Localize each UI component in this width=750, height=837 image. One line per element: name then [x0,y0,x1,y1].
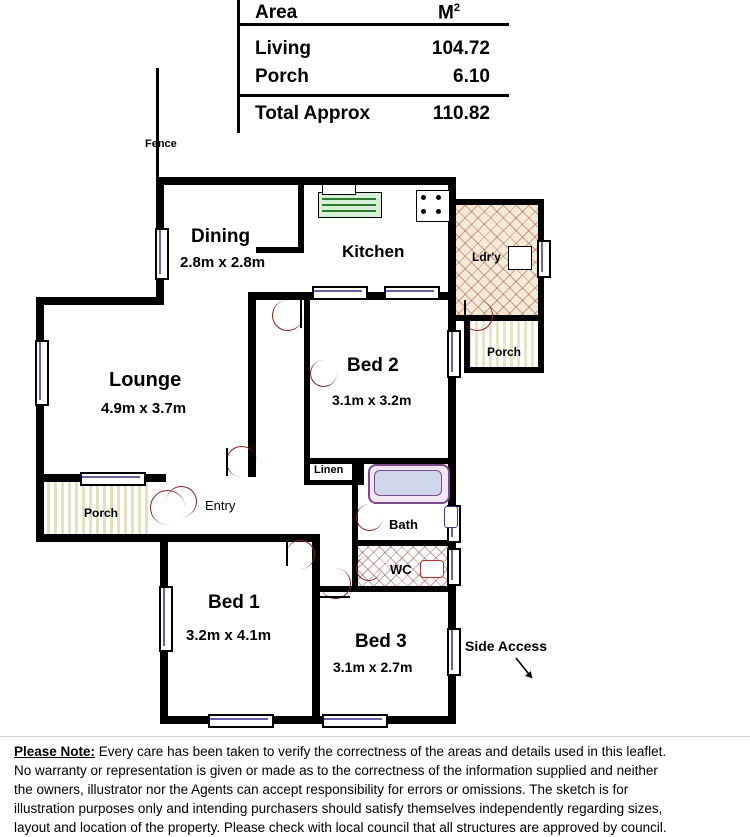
window-bed3-east [447,628,461,676]
window-bed1-south-glazing [210,718,268,720]
door-arc-bed1-top [286,540,315,569]
room-label-rear-porch: Porch [487,345,522,359]
room-label-bed3: Bed 3 [355,631,407,652]
window-bed3-south [322,714,388,728]
window-lounge-west [35,340,49,406]
door-leaf-lounge [226,448,228,476]
door-arc-entry-2 [166,486,197,517]
room-label-bed1: Bed 1 [208,592,260,613]
cooktop-burner-3 [421,209,426,214]
wall-kitchen-west [298,185,304,253]
fence-line [156,68,159,180]
room-label-front-porch: Porch [84,506,119,520]
door-arc-dining-bed2 [272,300,303,331]
window-bed2-north-right [384,286,440,300]
note-separator [0,736,750,737]
room-dims-dining: 2.8m x 2.8m [180,254,266,271]
bathroom-basin [444,506,458,528]
door-arc-bath [356,504,383,531]
window-bed2-north-left-glazing [314,290,362,292]
area-header-label: Area [255,2,298,23]
window-bed2-north-left [312,286,368,300]
wall-rear-porch-south [464,367,544,373]
wall-laundry-north [448,199,544,205]
kitchen-bench [322,184,356,195]
room-dims-lounge: 4.9m x 3.7m [101,400,187,417]
door-leaf-bed2 [308,360,310,386]
window-bed2-east [447,330,461,378]
room-label-laundry: Ldr'y [472,250,501,264]
area-row-living-label: Living [255,38,311,59]
wall-lounge-north [36,297,164,305]
window-laundry-east [537,240,551,278]
table-vertical-rule [237,0,240,133]
bed3-fill [330,592,448,720]
wall-rear-porch-east [538,315,544,373]
window-lounge-west-glazing [39,342,41,400]
wall-bed1-east [312,534,320,724]
window-wc-east-glazing [451,550,453,580]
door-arc-lounge [226,446,257,477]
bathtub-inner [374,470,442,496]
door-arc-laundry [462,300,493,331]
window-bed2-north-right-glazing [386,290,434,292]
area-row-living-value: 104.72 [431,38,490,59]
room-dims-bed1: 3.2m x 4.1m [186,627,272,644]
door-leaf-laundry [464,300,466,326]
wall-porch-south [36,534,166,542]
wall-bath-south [352,540,456,546]
room-label-wc: WC [390,562,412,577]
cooktop-burner-2 [436,195,441,200]
window-bed3-south-glazing [324,718,382,720]
side-access-label: Side Access [465,638,547,654]
table-rule-bottom [237,94,509,97]
door-leaf-bed1-top [286,540,288,566]
door-arc-bed2 [310,360,337,387]
wall-linen-east [358,458,364,485]
door-arc-bed1 [320,568,351,599]
door-arc-wc [356,556,381,581]
area-summary-table [215,0,505,133]
fence-label: Fence [145,138,177,150]
cooktop-burner-1 [421,195,426,200]
note-line-4: illustration purposes only and intending purchasers should satisfy themselves independently regarding sizes, [14,801,663,816]
room-dims-bed2: 3.1m x 3.2m [332,392,412,408]
disclaimer-note [14,742,738,837]
window-bed3-east-glazing [451,630,453,670]
door-leaf-dining [300,300,302,328]
window-lounge-south-glazing [82,476,140,478]
room-label-bed2: Bed 2 [347,355,399,376]
note-line-1: Every care has been taken to verify the correctness of the areas and details used in this leaflet. [95,744,667,759]
note-heading: Please Note: [14,744,96,759]
window-bed1-west-glazing [163,588,165,646]
area-unit-superscript: 2 [453,2,460,14]
area-row-porch-value: 6.10 [453,66,490,87]
kitchen-sink-line-1 [322,198,376,200]
area-row-porch-label: Porch [255,66,309,87]
window-bed2-east-glazing [451,332,453,372]
area-total-label: Total Approx [255,103,371,124]
room-label-bath: Bath [389,517,418,532]
room-label-linen: Linen [314,464,344,476]
area-total-value: 110.82 [432,103,490,124]
room-label-dining: Dining [191,226,251,247]
note-line-2: No warranty or representation is given or made as to the correctness of the information supplied and neither [14,763,658,778]
wc-toilet [420,560,444,578]
wall-top-north [156,177,456,185]
window-dining-west [155,228,169,280]
kitchen-sink-line-2 [322,204,376,206]
cooktop-burner-4 [436,209,441,214]
room-label-lounge: Lounge [109,369,182,391]
note-line-3: the owners, illustrator nor the Agents can accept responsibility for errors or omissions. The sketch is for [14,782,629,797]
wall-porch-west [36,474,44,542]
laundry-tub [508,246,532,270]
window-dining-west-glazing [159,230,161,274]
room-dims-bed3: 3.1m x 2.7m [333,659,413,675]
wall-kitchen-return [256,247,304,253]
entry-label: Entry [205,498,236,513]
note-line-5: layout and location of the property. Please check with local council that all structures are approved by council. [14,820,667,835]
kitchen-sink-line-3 [322,210,376,212]
room-label-kitchen: Kitchen [342,242,405,261]
window-laundry-east-glazing [541,242,543,272]
window-lounge-south [80,472,146,486]
window-bed1-south [208,714,274,728]
area-header-unit: $M^2$ [438,2,460,24]
window-wc-east [447,548,461,586]
window-bed1-west [159,586,173,652]
door-leaf-bed1 [320,596,350,598]
side-access-arrow-icon [512,656,542,686]
